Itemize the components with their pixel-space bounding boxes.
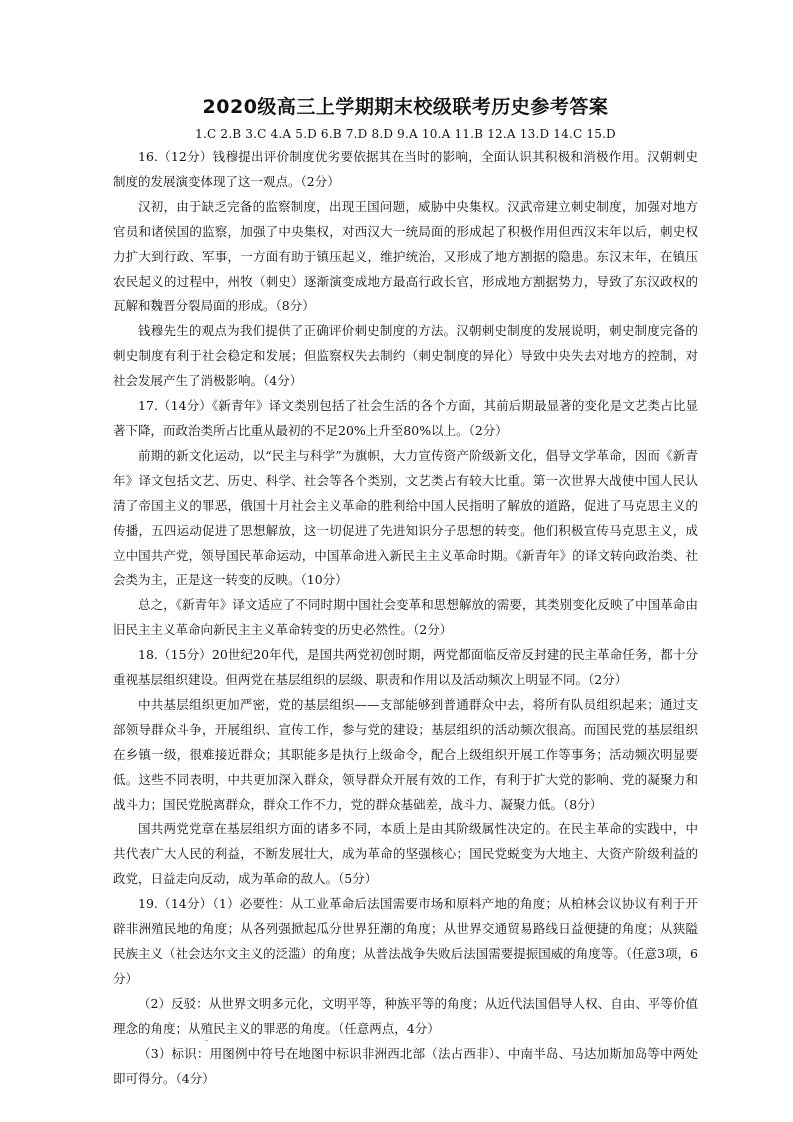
q19-part2: （2）反驳：从世界文明多元化，文明平等，种族平等的角度；从近代法国倡导人权、自由、平等价值理念的角度；从殖民主义的罪恶的角度。（任意两点，4分） (113, 995, 698, 1036)
q16-conclusion: 钱穆先生的观点为我们提供了正确评价刺史制度的方法。汉朝刺史制度的发展说明，刺史制度完备的刺史制度有利于社会稳定和发展；但监察权失去制约（刺史制度的异化）导致中央失去对地方的控制，对社会发展产生了消极影响。（4分） (113, 323, 698, 389)
q19-part3: （3）标识：用图例中符号在地图中标识非洲西北部（法占西非）、中南半岛、马达加斯加岛等中两处即可得分。（4分） (113, 1045, 698, 1086)
choice-answers: 1.C 2.B 3.C 4.A 5.D 6.B 7.D 8.D 9.A 10.A 11.B 12.A 13.D 14.C 15.D (195, 127, 616, 141)
scan-speck (205, 1040, 208, 1041)
q18-intro: 18.（15分）20世纪20年代，是国共两党初创时期，两党都面临反帝反封建的民主革命任务，都十分重视基层组织建设。但两党在基层组织的层级、职责和作用以及活动频次上明显不同。（2分） (113, 647, 698, 688)
q17-intro: 17.（14分）《新青年》译文类别包括了社会生活的各个方面，其前后期最显著的变化是文艺类占比显著下降，而政治类所占比重从最初的不足20%上升至80%以上。（2分） (113, 398, 698, 438)
q19-part1: 19.（14分）（1）必要性：从工业革命后法国需要市场和原料产地的角度；从柏林会议协议有利于开辟非洲殖民地的角度；从各列强掀起瓜分世界狂潮的角度；从世界交通贸易路线日益便捷的角度；从狭隘民族主义（社会达尔文主义的泛滥）的角度；从普法战争失败后法国需要提振国威的角度等。（任意3项，6分） (113, 896, 698, 986)
page-title: 2020级高三上学期期末校级联考历史参考答案 (202, 96, 609, 118)
q18-analysis: 中共基层组织更加严密，党的基层组织——支部能够到普通群众中去，将所有队员组织起来；通过支部领导群众斗争，开展组织、宣传工作，参与党的建设；基层组织的活动频次很高。而国民党的基层组织在乡镇一级，很难接近群众；其职能多是执行上级命令，配合上级组织开展工作等事务；活动频次明显要低。这些不同表明，中共更加深入群众，领导群众开展有效的工作，有利于扩大党的影响、党的凝聚力和战斗力；国民党脱离群众，群众工作不力，党的群众基础差，战斗力、凝聚力低。（8分） (113, 696, 698, 812)
q17-conclusion: 总之，《新青年》译文适应了不同时期中国社会变革和思想解放的需要，其类别变化反映了中国革命由旧民主主义革命向新民主主义革命转变的历史必然性。（2分） (113, 597, 698, 638)
q17-analysis: 前期的新文化运动，以“民主与科学”为旗帜，大力宣传资产阶级新文化，倡导文学革命，因而《新青年》译文包括文艺、历史、科学、社会等各个类别，文艺类占有较大比重。第一次世界大战使中国人民认清了帝国主义的罪恶，俄国十月社会主义革命的胜利给中国人民指明了解放的道路，促进了马克思主义的传播，五四运动促进了思想解放，这一切促进了先进知识分子思想的转变。他们积极宣传马克思主义，成立中国共产党，领导国民革命运动，中国革命进入新民主主义革命时期。《新青年》的译文转向政治类、社会类为主，正是这一转变的反映。（10分） (113, 447, 698, 588)
q18-conclusion: 国共两党党章在基层组织方面的诸多不同，本质上是由其阶级属性决定的。在民主革命的实践中，中共代表广大人民的利益，不断发展壮大，成为革命的坚强核心；国民党蜕变为大地主、大资产阶级利益的政党，日益走向反动，成为革命的敌人。（5分） (113, 821, 698, 887)
q16-intro: 16.（12分）钱穆提出评价制度优劣要依据其在当时的影响，全面认识其积极和消极作用。汉朝刺史制度的发展演变体现了这一观点。（2分） (113, 149, 698, 189)
q16-analysis: 汉初，由于缺乏完备的监察制度，出现王国问题，威胁中央集权。汉武帝建立刺史制度，加强对地方官员和诸侯国的监察，加强了中央集权，对西汉大一统局面的形成起了积极作用但西汉末年以后，刺史权力扩大到行政、军事，一方面有助于镇压起义，维护统治，又形成了地方割据的隐患。东汉末年，在镇压农民起义的过程中，州牧（刺史）逐渐演变成地方最高行政长官，形成地方割据势力，导致了东汉政权的瓦解和魏晋分裂局面的形成。（8分） (113, 198, 698, 314)
